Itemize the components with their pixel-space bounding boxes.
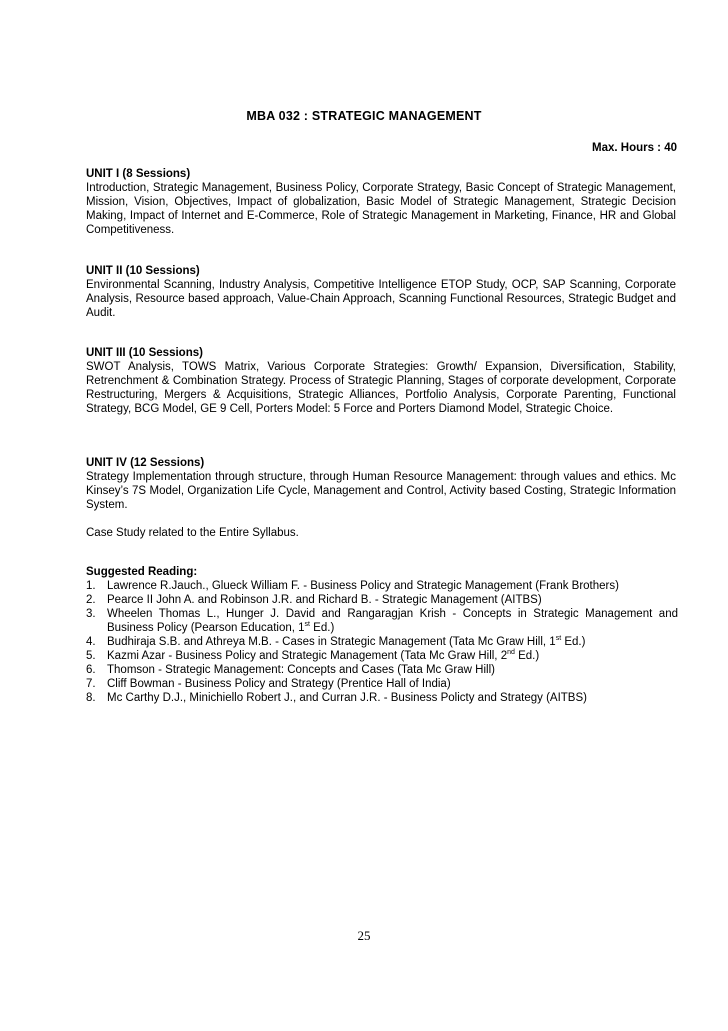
list-item bbox=[86, 663, 678, 677]
unit-body: SWOT Analysis, TOWS Matrix, Various Corporate Strategies: Growth/ Expansion, Diversification, Stability, Retrenchment & Combination Strategy. Process of Strategic Planning, Stages of corporate development, Corporate Restructuring, Mergers & Acquisitions, Strategic Alliances, Portfolio Analysis, Corporate Parenting, Functional Strategy, BCG Model, GE 9 Cell, Porters Model: 5 Force and Porters Diamond Model, Strategic Choice. bbox=[86, 361, 676, 415]
ordinal-suffix: nd bbox=[507, 649, 515, 656]
page-number: 25 bbox=[357, 928, 371, 943]
list-item-text: Pearce II John A. and Robinson J.R. and Richard B. - Strategic Management (AITBS) bbox=[107, 594, 542, 606]
case-study-note: Case Study related to the Entire Syllabus. bbox=[86, 527, 299, 539]
list-item-number: 7. bbox=[86, 678, 96, 690]
ordinal-suffix: st bbox=[555, 635, 562, 642]
unit-heading: UNIT II (10 Sessions) bbox=[86, 265, 200, 277]
list-item-text-main: Kazmi Azar - Business Policy and Strategic Management (Tata Mc Graw Hill, 2 bbox=[107, 650, 508, 662]
list-item bbox=[86, 593, 678, 607]
list-item-text: Lawrence R.Jauch., Glueck William F. - Business Policy and Strategic Management (Frank Brothers) bbox=[107, 580, 619, 592]
list-item bbox=[86, 635, 678, 649]
unit-4-section bbox=[86, 456, 676, 512]
unit-heading: UNIT IV (12 Sessions) bbox=[86, 457, 205, 469]
list-item-number: 3. bbox=[86, 608, 96, 620]
list-item-text: Mc Carthy D.J., Minichiello Robert J., and Curran J.R. - Business Policty and Strategy (AITBS) bbox=[107, 692, 587, 704]
suggested-reading-section bbox=[86, 565, 678, 705]
unit-heading: UNIT I (8 Sessions) bbox=[86, 168, 191, 180]
unit-body: Environmental Scanning, Industry Analysis, Competitive Intelligence ETOP Study, OCP, SAP Scanning, Corporate Analysis, Resource based approach, Value-Chain Approach, Scanning Functional Resources, Strategic Budget and Audit. bbox=[86, 279, 676, 319]
unit-body: Introduction, Strategic Management, Business Policy, Corporate Strategy, Basic Concept of Strategic Management, Mission, Vision, Objectives, Impact of globalization, Basic Model of Strategic Management, Strategic Decision Making, Impact of Internet and E-Commerce, Role of Strategic Management in Marketing, Finance, HR and Global Competitiveness. bbox=[86, 182, 676, 236]
list-item-text-tail: Ed.) bbox=[309, 622, 335, 634]
list-item-number: 1. bbox=[86, 580, 96, 592]
ordinal-suffix: st bbox=[304, 621, 310, 628]
list-item bbox=[86, 579, 678, 593]
list-item-text-tail: Ed.) bbox=[514, 650, 540, 662]
list-item-text-main: Wheelen Thomas L., Hunger J. David and Rangaragjan Krish - Concepts in Strategic Management and Business Policy (Pearson Education, 1 bbox=[107, 608, 678, 634]
list-item-number: 2. bbox=[86, 594, 96, 606]
page-title: MBA 032 : STRATEGIC MANAGEMENT bbox=[246, 109, 482, 123]
list-item-number: 6. bbox=[86, 664, 96, 676]
list-item-text-tail: Ed.) bbox=[561, 636, 586, 648]
list-item-number: 8. bbox=[86, 692, 96, 704]
list-item-text bbox=[107, 607, 678, 635]
list-item-text-main: Budhiraja S.B. and Athreya M.B. - Cases in Strategic Management (Tata Mc Graw Hill, 1 bbox=[107, 636, 556, 648]
unit-1-section bbox=[86, 167, 676, 237]
list-item-number: 4. bbox=[86, 636, 96, 648]
list-item-number: 5. bbox=[86, 650, 96, 662]
list-item bbox=[86, 607, 678, 635]
list-item bbox=[86, 677, 678, 691]
max-hours: Max. Hours : 40 bbox=[592, 142, 677, 154]
list-item bbox=[86, 691, 678, 705]
unit-2-section bbox=[86, 264, 676, 320]
list-item-text bbox=[107, 649, 678, 663]
list-item-text bbox=[107, 635, 678, 649]
unit-3-section bbox=[86, 346, 676, 416]
list-item bbox=[86, 649, 678, 663]
unit-heading: UNIT III (10 Sessions) bbox=[86, 347, 203, 359]
suggested-reading-heading: Suggested Reading: bbox=[86, 566, 198, 578]
list-item-text: Thomson - Strategic Management: Concepts and Cases (Tata Mc Graw Hill) bbox=[107, 664, 495, 676]
list-item-text: Cliff Bowman - Business Policy and Strategy (Prentice Hall of India) bbox=[107, 678, 451, 690]
unit-body: Strategy Implementation through structure, through Human Resource Management: through values and ethics. Mc Kinsey’s 7S Model, Organization Life Cycle, Management and Control, Activity based Costing, Strategic Information System. bbox=[86, 471, 676, 511]
reading-list bbox=[86, 579, 678, 705]
